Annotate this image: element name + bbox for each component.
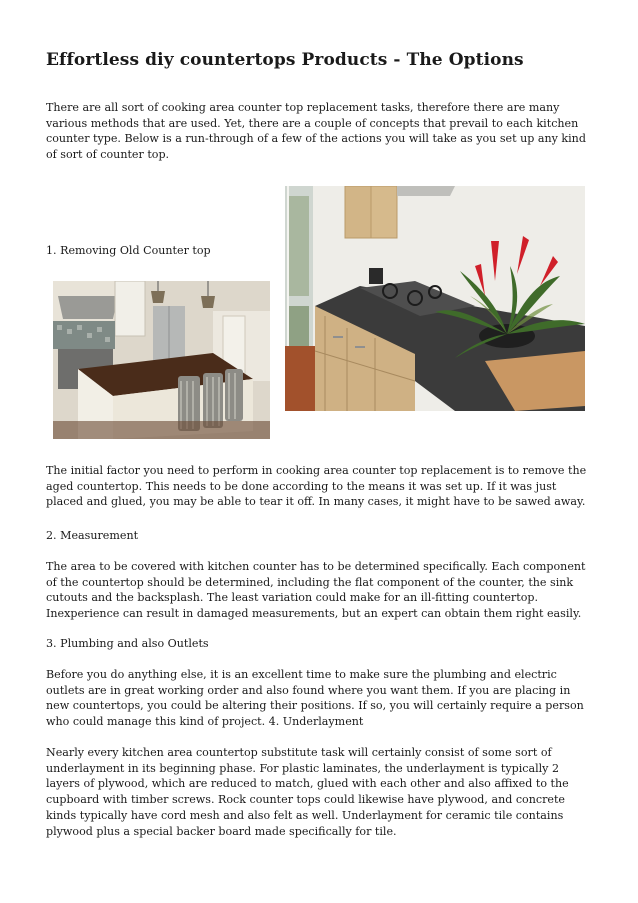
page-title: Effortless diy countertops Products - The Options [46, 50, 524, 70]
section-text-plumbing: Before you do anything else, it is an excellent time to make sure the plumbing and electric outlets are in great working order and also found where you want them. If you are placing in new countertops, you could be altering their positions. If so, you will certainly require a person who could manage this kind of project. 4. Underlayment [46, 668, 584, 729]
section-text-measurement: The area to be covered with kitchen counter has to be determined specifically. Each component of the countertop should be determined, including the flat component of the counter, the sink cutouts and the backsplash. The least variation could make for an ill-fitting countertop. Inexperience can result in damaged measurements, but an expert can obtain them right easily. [46, 560, 586, 621]
section-heading-plumbing: 3. Plumbing and also Outlets [46, 637, 209, 650]
intro-paragraph: There are all sort of cooking area counter top replacement tasks, therefore there are many various methods that are used. Yet, there are a couple of concepts that prevail to each kitchen counter type. Below is a run-through of a few of the actions you will take as you set up any kind of sort of counter top. [46, 101, 586, 162]
kitchen-photo-countertop-plant [285, 186, 585, 411]
section-text-removing: The initial factor you need to perform in cooking area counter top replacement is to remove the aged countertop. This needs to be done according to the means it was set up. If it was just placed and glued, you may be able to tear it off. In many cases, it might have to be sawed away. [46, 464, 587, 509]
section-text-underlayment: Nearly every kitchen area countertop substitute task will certainly consist of some sort of underlayment in its beginning phase. For plastic laminates, the underlayment is typically 2 layers of plywood, which are reduced to match, glued with each other and also affixed to the cupboard with timber screws. Rock counter tops could likewise have plywood, and concrete kinds typically have cord mesh and also felt as well. Underlayment for ceramic tile contains plywood plus a special backer board made specifically for tile. [46, 746, 569, 838]
kitchen-photo-island [53, 281, 270, 439]
section-heading-measurement: 2. Measurement [46, 529, 139, 542]
section-heading-removing: 1. Removing Old Counter top [46, 244, 211, 257]
